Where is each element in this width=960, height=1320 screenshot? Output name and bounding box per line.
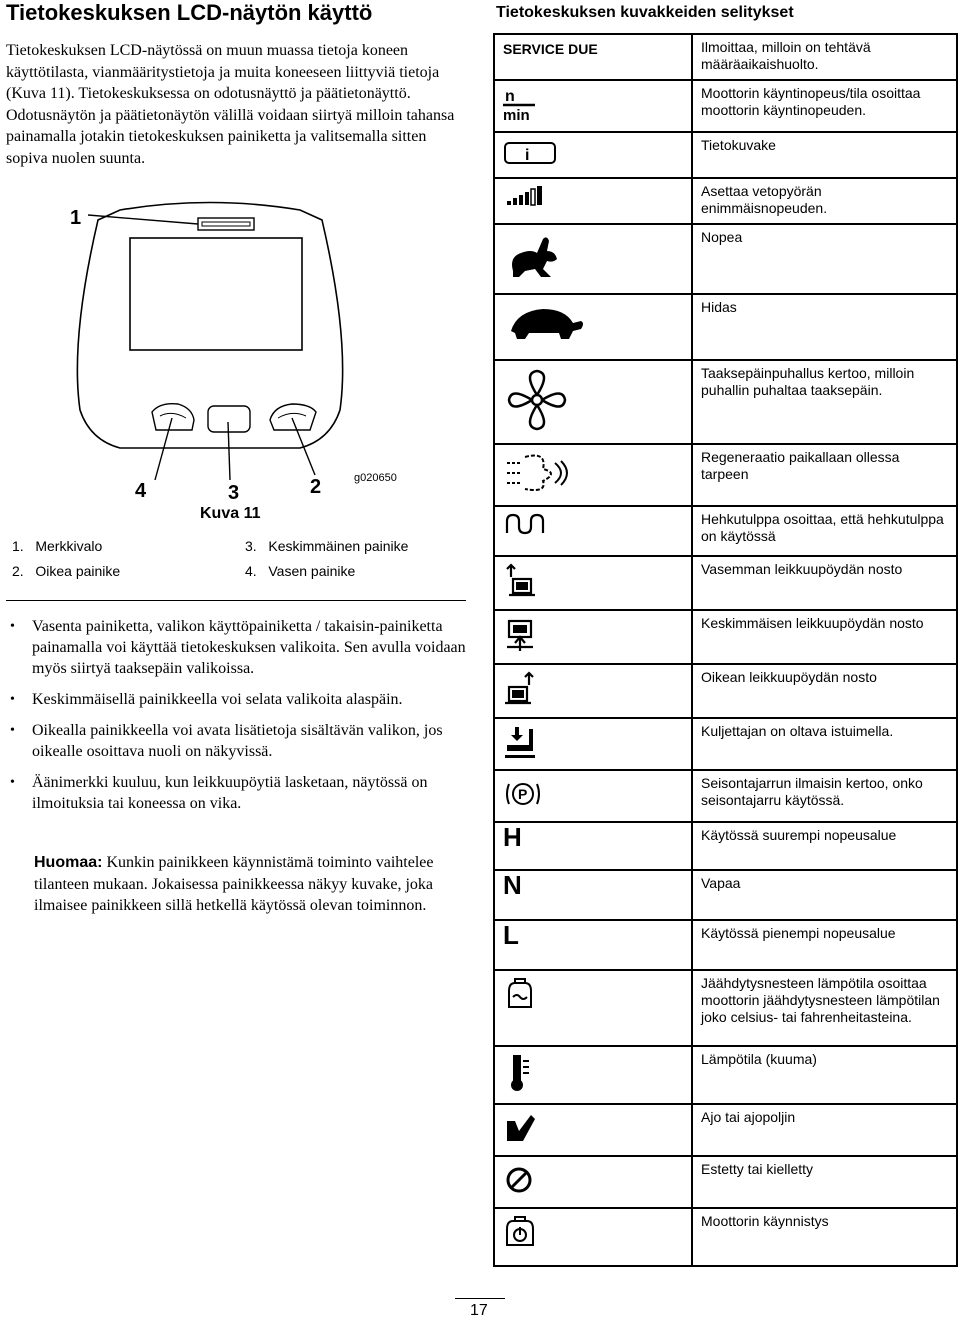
table-cell: Käytössä pienempi nopeusalue (692, 920, 957, 970)
svg-text:min: min (503, 107, 530, 121)
list-item: • Oikealla painikkeella voi avata lisätietoja sisältävän valikon, jos oikealle osoittava nuoli on näkyvissä. (6, 720, 466, 762)
figure-code: g020650 (354, 472, 397, 484)
indicator-light (198, 218, 254, 230)
table-row (494, 178, 957, 224)
table-row (494, 870, 957, 920)
table-cell: Vapaa (692, 870, 957, 920)
rabbit-icon (503, 231, 563, 281)
table-row (494, 224, 957, 294)
table-row (494, 822, 957, 870)
info-icon (503, 139, 559, 167)
table-row (494, 1156, 957, 1208)
legend-item: 2. Oikea painike (12, 563, 121, 579)
regeneration-icon (503, 451, 573, 495)
parking-brake-icon (503, 777, 543, 811)
table-cell: Seisontajarrun ilmaisin kertoo, onko seisontajarru käytössä. (692, 770, 957, 822)
table-cell: Vasemman leikkuupöydän nosto (692, 556, 957, 610)
svg-text:i: i (525, 147, 530, 164)
callout-4: 4 (135, 480, 147, 502)
svg-text:P: P (518, 786, 528, 802)
note-label: Huomaa: (34, 854, 103, 871)
turtle-icon (503, 301, 587, 345)
right-button (270, 404, 316, 430)
page-number: 17 (470, 1302, 488, 1319)
list-item: • Vasenta painiketta, valikon käyttöpainiketta / takaisin-painiketta painamalla voi käyttää tietokeskuksen valikoita. Sen avulla voidaan myös siirtyä taaksepäin valikoissa. (6, 616, 466, 679)
table-cell: Oikean leikkuupöydän nosto (692, 664, 957, 718)
table-cell: Asettaa vetopyörän enimmäisnopeuden. (692, 178, 957, 224)
list-item: • Keskimmäisellä painikkeella voi selata valikoita alaspäin. (6, 689, 466, 710)
legend-item: 1. Merkkivalo (12, 538, 103, 554)
center-button (208, 406, 250, 432)
table-cell: Taaksepäinpuhallus kertoo, milloin puhallin puhaltaa taaksepäin. (692, 360, 957, 444)
list-item: • Äänimerkki kuuluu, kun leikkuupöytiä lasketaan, näytössä on ilmoituksia tai koneessa on vika. (6, 772, 466, 814)
table-cell: Jäähdytysnesteen lämpötila osoittaa moottorin jäähdytysnesteen lämpötilan joko celsius- tai fahrenheitasteina. (692, 970, 957, 1046)
table-cell: Keskimmäisen leikkuupöydän nosto (692, 610, 957, 664)
table-row (494, 920, 957, 970)
service-due-cell (494, 34, 692, 80)
table-cell: Lämpötila (kuuma) (692, 1046, 957, 1104)
callout-2: 2 (310, 476, 322, 498)
table-row (494, 1104, 957, 1156)
figure-caption: Kuva 11 (200, 505, 261, 522)
table-cell: Hehkutulppa osoittaa, että hehkutulppa on käytössä (692, 506, 957, 556)
callout-3: 3 (228, 482, 240, 504)
intro-paragraph: Tietokeskuksen LCD-näytössä on muun muassa tietoja koneen käyttötilasta, vianmääritystietoja ja muita koneeseen liittyviä tietoja (Kuva 11). Tietokeskuksessa on odotusnäyttö ja päätietonäyttö. Odotusnäytön ja päätietonäytön välillä voidaan siirtyä milloin tahansa painamalla jotakin tietokeskuksen painiketta ja valitsemalla sitten sopiva nuolen suunta. (6, 42, 455, 167)
left-button (152, 404, 194, 430)
engine-start-icon (503, 1215, 537, 1249)
table-row (494, 556, 957, 610)
table-row (494, 718, 957, 770)
table-row (494, 1208, 957, 1266)
page-rule (455, 1298, 505, 1299)
table-row (494, 970, 957, 1046)
table-cell: Hidas (692, 294, 957, 360)
prohibited-icon (503, 1163, 537, 1197)
rpm-icon (503, 87, 537, 121)
table-cell: Käytössä suurempi nopeusalue (692, 822, 957, 870)
table-row (494, 770, 957, 822)
table-row (494, 506, 957, 556)
h-range-icon: H (494, 822, 692, 870)
operator-seat-icon (503, 725, 537, 759)
note (34, 852, 464, 917)
table-cell: Ajo tai ajopoljin (692, 1104, 957, 1156)
table-row (494, 360, 957, 444)
speed-bars-icon (503, 185, 547, 209)
coolant-temp-icon (503, 977, 537, 1011)
table-cell: Moottorin käynnistys (692, 1208, 957, 1266)
table-row (494, 132, 957, 178)
page-title: Tietokeskuksen LCD-näytön käyttö (6, 0, 373, 25)
thermometer-icon (503, 1053, 533, 1093)
table-cell: Tietokuvake (692, 132, 957, 178)
traction-icon (503, 1111, 537, 1145)
divider (6, 600, 466, 601)
note-text: Kunkin painikkeen käynnistämä toiminto vaihtelee tilanteen mukaan. Jokaisessa painikkeessa näkyy kuvake, joka ilmaisee painikkeen sillä hetkellä käytössä olevan toiminnon. (34, 854, 434, 914)
table-row (494, 664, 957, 718)
legend-item: 4. Vasen painike (245, 563, 356, 579)
table-cell: Moottorin käyntinopeus/tila osoittaa moottorin käyntinopeuden. (692, 80, 957, 132)
fan-reverse-icon (503, 367, 573, 433)
lcd-screen (130, 238, 302, 350)
legend-item: 3. Keskimmäinen painike (245, 538, 409, 554)
center-deck-raise-icon (503, 617, 537, 653)
table-row (494, 294, 957, 360)
icon-table-title: Tietokeskuksen kuvakkeiden selitykset (496, 4, 794, 21)
table-row (494, 610, 957, 664)
right-deck-raise-icon (503, 671, 537, 707)
l-range-icon: L (494, 920, 692, 970)
table-cell: Estetty tai kielletty (692, 1156, 957, 1208)
table-row (494, 444, 957, 506)
table-cell: Kuljettajan on oltava istuimella. (692, 718, 957, 770)
left-deck-raise-icon (503, 563, 537, 599)
info-center-figure (60, 190, 460, 500)
service-due-text: SERVICE DUE (503, 41, 598, 57)
n-neutral-icon: N (494, 870, 692, 920)
table-cell: Ilmoittaa, milloin on tehtävä määräaikaishuolto. (692, 34, 957, 80)
table-cell: Regeneraatio paikallaan ollessa tarpeen (692, 444, 957, 506)
callout-1: 1 (70, 207, 82, 229)
table-row (494, 1046, 957, 1104)
table-row (494, 80, 957, 132)
svg-text:n: n (505, 88, 515, 105)
bullet-list (6, 616, 466, 824)
icon-table (493, 33, 958, 1267)
table-row (494, 34, 957, 80)
glow-plug-icon (503, 513, 547, 537)
table-cell: Nopea (692, 224, 957, 294)
